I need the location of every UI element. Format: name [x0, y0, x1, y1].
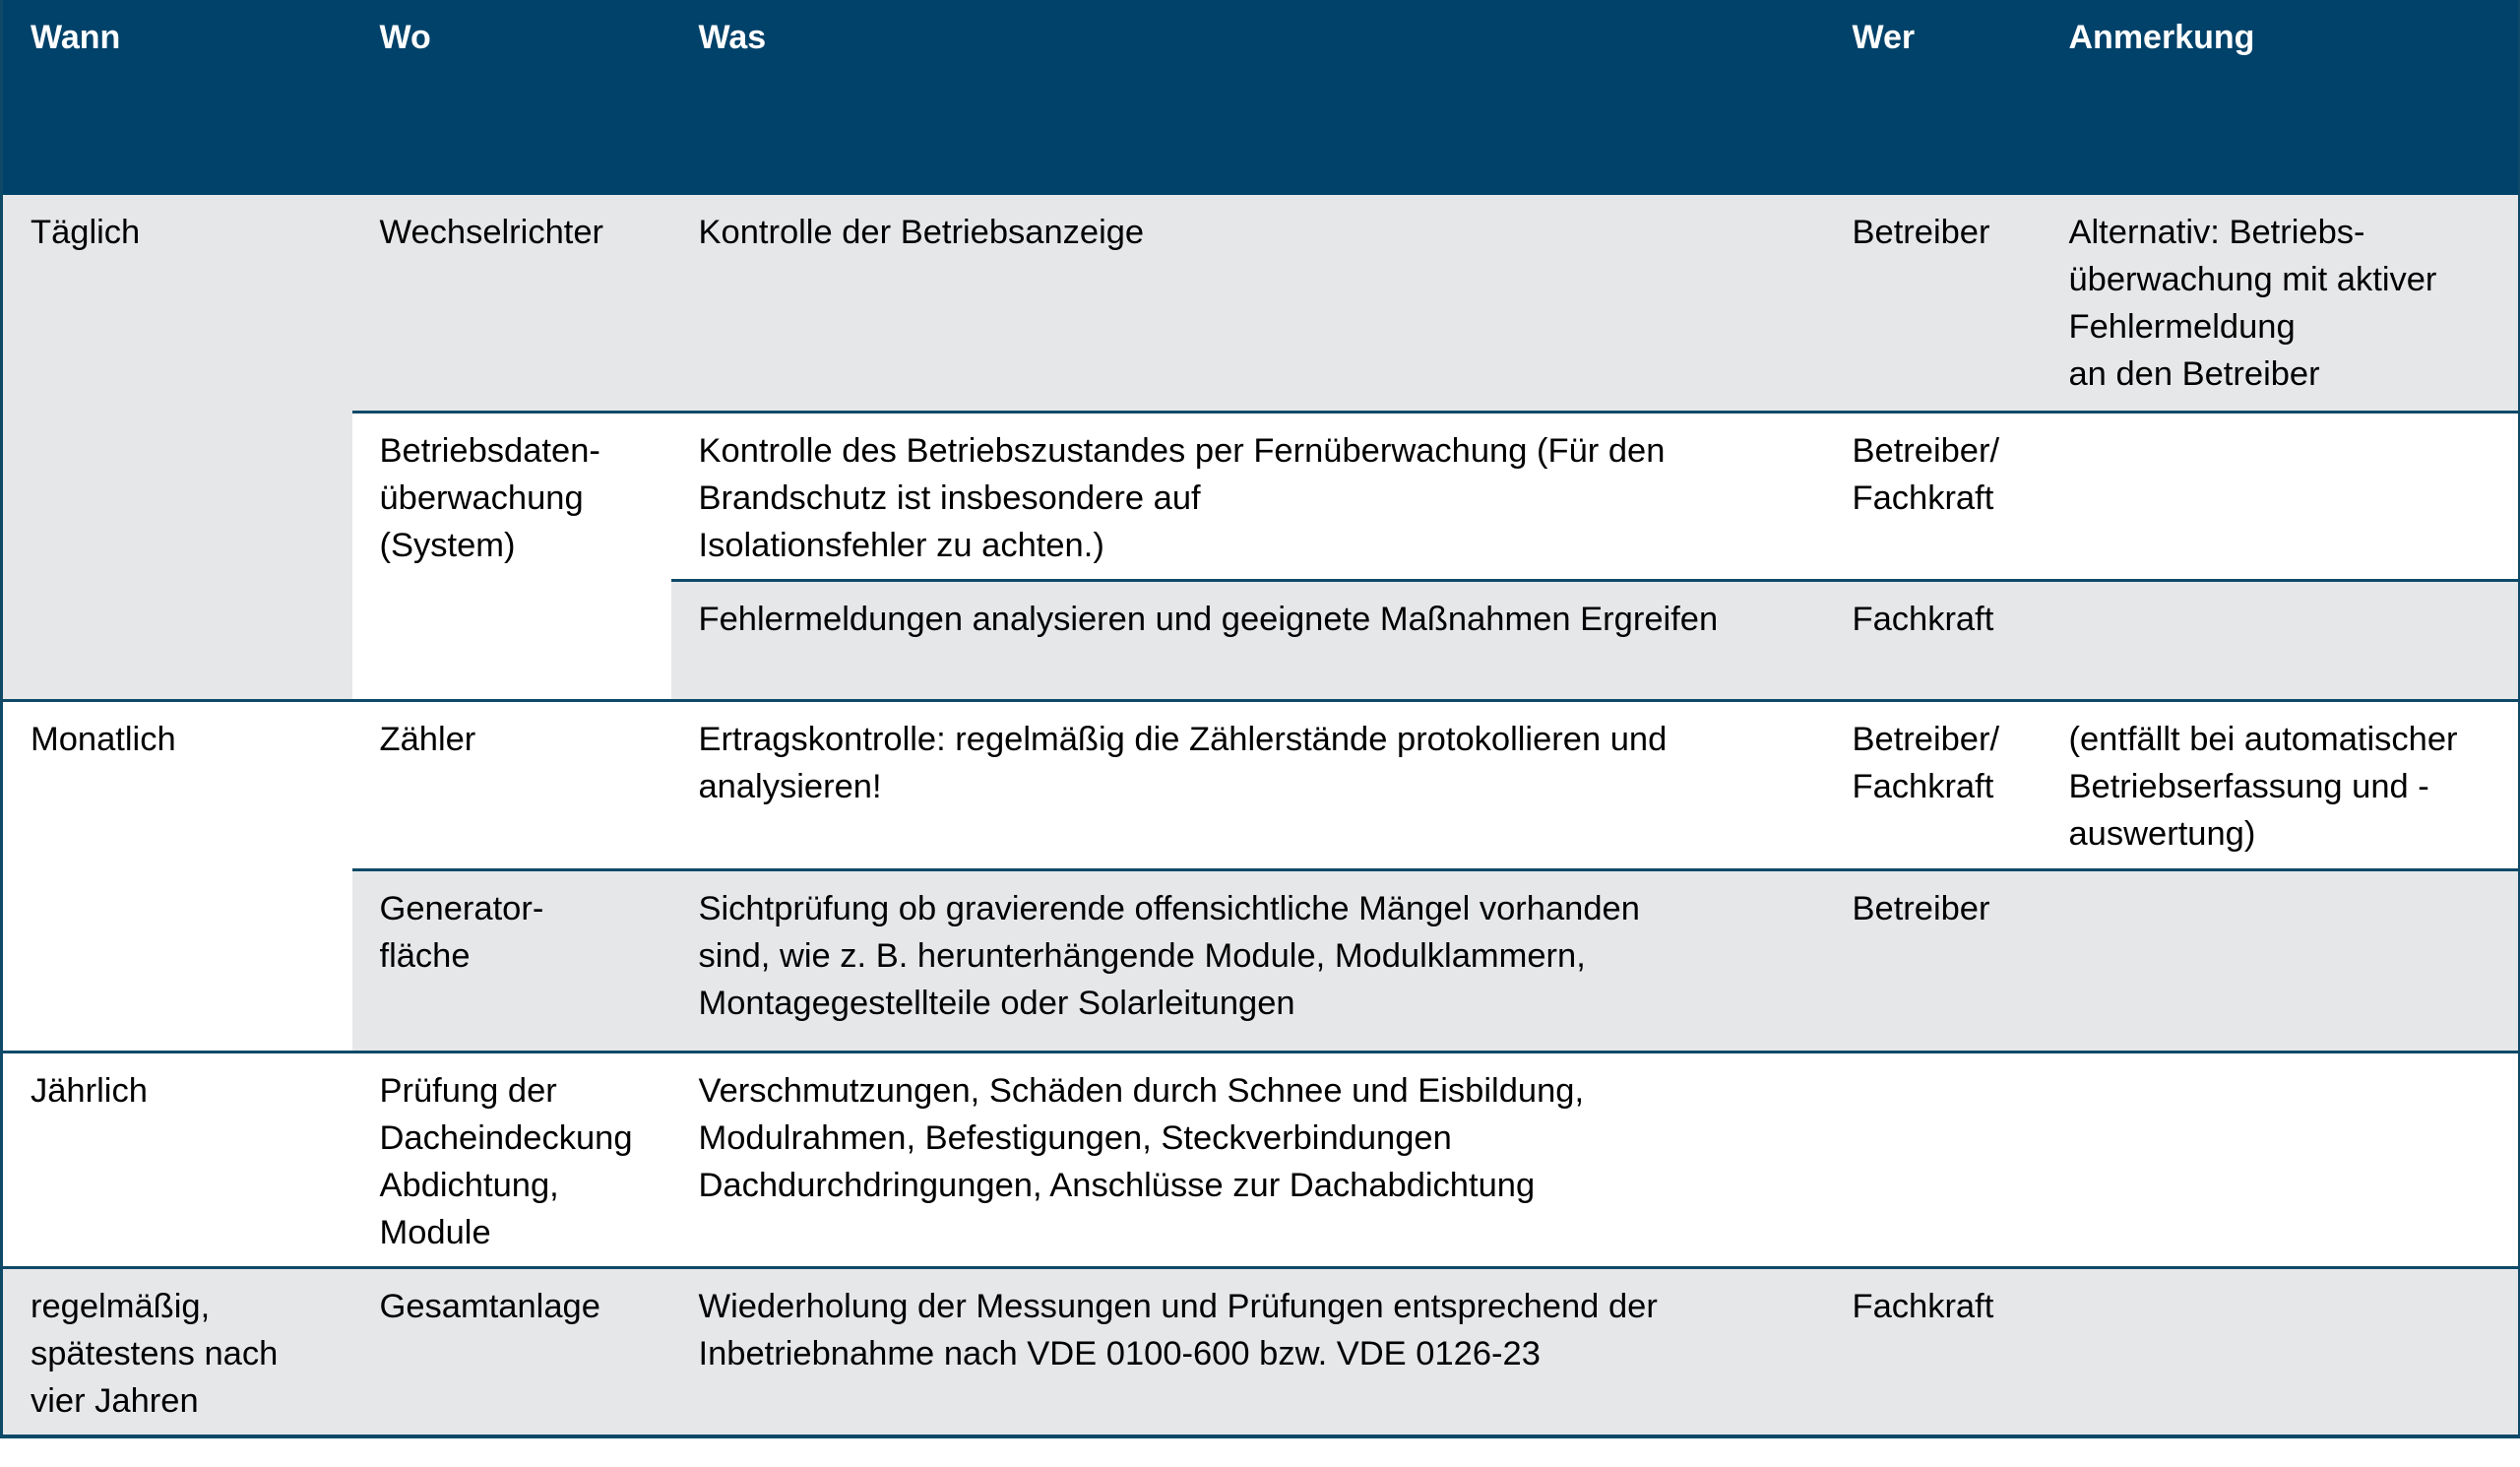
column-header-was: Was	[671, 0, 1825, 195]
cell-anmerkung: (entfällt bei automatischer Betriebserfassung und - auswertung)	[2042, 700, 2520, 869]
cell-wann-regelmaessig: regelmäßig, spätestens nach vier Jahren	[2, 1267, 352, 1436]
column-header-wann: Wann	[2, 0, 352, 195]
cell-wann-taeglich: Täglich	[2, 195, 352, 700]
cell-wer: Betreiber/ Fachkraft	[1825, 700, 2042, 869]
table-row	[2, 195, 2520, 412]
column-header-wo: Wo	[352, 0, 671, 195]
cell-anmerkung	[2042, 1267, 2520, 1436]
cell-was: Wiederholung der Messungen und Prüfungen entsprechend der Inbetriebnahme nach VDE 0100-600 bzw. VDE 0126-23	[671, 1267, 1825, 1436]
cell-wer: Betreiber	[1825, 195, 2042, 412]
cell-was: Sichtprüfung ob gravierende offensichtliche Mängel vorhanden sind, wie z. B. herunterhängende Module, Modulklammern, Montagegestellteile oder Solarleitungen	[671, 869, 1825, 1052]
cell-wer: Betreiber	[1825, 869, 2042, 1052]
cell-anmerkung: Alternativ: Betriebs- überwachung mit aktiver Fehlermeldung an den Betreiber	[2042, 195, 2520, 412]
cell-anmerkung	[2042, 580, 2520, 700]
table-row	[2, 700, 2520, 869]
cell-wo: Zähler	[352, 700, 671, 869]
table-row	[2, 1267, 2520, 1436]
cell-was: Ertragskontrolle: regelmäßig die Zählerstände protokollieren und analysieren!	[671, 700, 1825, 869]
table-row	[2, 1052, 2520, 1267]
column-header-anmerkung: Anmerkung	[2042, 0, 2520, 195]
cell-was: Kontrolle der Betriebsanzeige	[671, 195, 1825, 412]
column-header-wer: Wer	[1825, 0, 2042, 195]
cell-was: Kontrolle des Betriebszustandes per Fernüberwachung (Für den Brandschutz ist insbesondere auf Isolationsfehler zu achten.)	[671, 412, 1825, 580]
cell-wer: Fachkraft	[1825, 580, 2042, 700]
cell-wo: Generator- fläche	[352, 869, 671, 1052]
cell-wo: Betriebsdaten- überwachung (System)	[352, 412, 671, 700]
cell-wann-monatlich: Monatlich	[2, 700, 352, 1052]
cell-wo: Prüfung der Dacheindeckung Abdichtung, Module	[352, 1052, 671, 1267]
cell-wo: Wechselrichter	[352, 195, 671, 412]
cell-wo: Gesamtanlage	[352, 1267, 671, 1436]
cell-wann-jaehrlich: Jährlich	[2, 1052, 352, 1267]
cell-wer: Fachkraft	[1825, 1267, 2042, 1436]
cell-wer: Betreiber/ Fachkraft	[1825, 412, 2042, 580]
table-row	[2, 869, 2520, 1052]
cell-was: Verschmutzungen, Schäden durch Schnee und Eisbildung, Modulrahmen, Befestigungen, Steckverbindungen Dachdurchdringungen, Anschlüsse zur Dachabdichtung	[671, 1052, 1825, 1267]
cell-anmerkung	[2042, 1052, 2520, 1267]
cell-was: Fehlermeldungen analysieren und geeignete Maßnahmen Ergreifen	[671, 580, 1825, 700]
table-row	[2, 412, 2520, 580]
cell-anmerkung	[2042, 869, 2520, 1052]
table-header-row	[2, 0, 2520, 195]
cell-wer	[1825, 1052, 2042, 1267]
cell-anmerkung	[2042, 412, 2520, 580]
